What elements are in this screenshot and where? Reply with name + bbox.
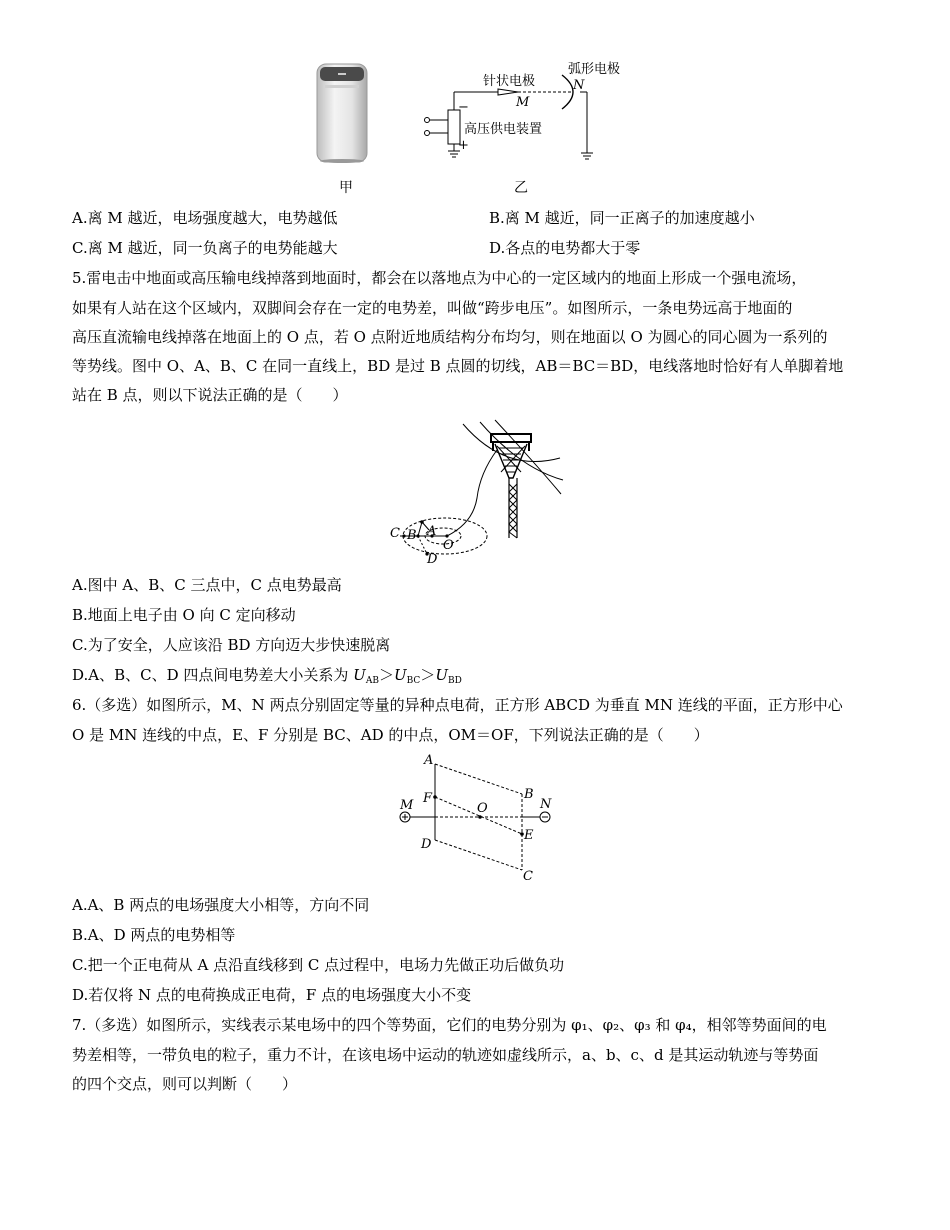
- q5-option-d: [72, 665, 462, 691]
- point-b-label: B: [407, 528, 417, 543]
- point-c-label: C: [390, 526, 400, 541]
- minus-sign: −: [458, 100, 469, 115]
- q5-option-a: A.图中 A、B、C 三点中，C 点电势最高: [72, 576, 342, 594]
- point-o-label: O: [443, 538, 454, 553]
- u-symbol: U: [393, 666, 407, 684]
- point-n-label: N: [573, 78, 585, 93]
- q4-option-c: C.离 M 越近，同一负离子的电势能越大: [72, 239, 338, 257]
- q7-line-1: 7.（多选）如图所示，实线表示某电场中的四个等势面，它们的电势分别为 φ₁、φ₂、φ₃ 和 φ₄，相邻等势面间的电: [72, 1016, 827, 1034]
- u-symbol: U: [435, 666, 448, 684]
- q5-option-c: C.为了安全，人应该沿 BD 方向迈大步快速脱离: [72, 636, 391, 654]
- q6-option-b: B.A、D 两点的电势相等: [72, 926, 236, 944]
- gt-sign: ＞: [378, 666, 394, 684]
- q6-option-a: A.A、B 两点的电场强度大小相等，方向不同: [72, 896, 370, 914]
- q4-option-b: B.离 M 越近，同一正离子的加速度越小: [489, 209, 755, 227]
- fallen-wire: [447, 450, 497, 536]
- q5-line-3: 高压直流输电线掉落在地面上的 O 点，若 O 点附近地质结构分布均匀，则在地面以 O 为圆心的同心圆为一系列的: [72, 328, 828, 346]
- figure-label-yi: 乙: [514, 180, 528, 196]
- q5-line-5: 站在 B 点，则以下说法正确的是（ ）: [72, 386, 348, 404]
- q5-line-1: 5.雷电击中地面或高压输电线掉落到地面时，都会在以落地点为中心的一定区域内的地面上形成一个强电流场，: [72, 269, 807, 287]
- needle-electrode-label: 针状电极: [483, 74, 536, 89]
- q5-option-d-prefix: D.A、B、C、D 四点间电势差大小关系为: [72, 666, 354, 684]
- point-d-label: D: [427, 552, 438, 567]
- q7-line-3: 的四个交点，则可以判断（ ）: [72, 1075, 298, 1093]
- q6-line-1: 6.（多选）如图所示，M、N 两点分别固定等量的异种点电荷，正方形 ABCD 为垂直 MN 连线的平面，正方形中心: [72, 696, 843, 714]
- gt-sign: ＞: [420, 666, 436, 684]
- point-a-label: A: [427, 524, 437, 539]
- overhead-wire-3: [495, 420, 561, 494]
- sub-bc: BC: [406, 676, 421, 686]
- point-m-charge-label: M: [400, 798, 414, 813]
- sq-point-c-label: C: [523, 869, 533, 884]
- point-m-label: M: [516, 95, 530, 110]
- q7-line-2: 势差相等，一带负电的粒子，重力不计，在该电场中运动的轨迹如虚线所示，a、b、c、d 是其运动轨迹与等势面: [72, 1046, 819, 1064]
- square-charges-svg: [390, 752, 565, 887]
- air-purifier-image: [317, 64, 367, 163]
- q6-option-c: C.把一个正电荷从 A 点沿直线移到 C 点过程中，电场力先做正功后做负功: [72, 956, 565, 974]
- sq-point-a-label: A: [424, 753, 434, 768]
- sq-point-f-label: F: [423, 791, 433, 806]
- q5-line-4: 等势线。图中 O、A、B、C 在同一直线上，BD 是过 B 点圆的切线，AB＝BC＝BD，电线落地时恰好有人单脚着地: [72, 357, 844, 375]
- q5-option-b: B.地面上电子由 O 向 C 定向移动: [72, 606, 296, 624]
- power-line-svg: [385, 418, 570, 568]
- arc-electrode-label: 弧形电极: [568, 62, 621, 77]
- sub-bd: BD: [447, 676, 462, 686]
- sq-point-e-label: E: [524, 828, 534, 843]
- sub-ab: AB: [365, 676, 379, 686]
- figure-square-charges: [390, 752, 565, 887]
- q4-option-a: A.离 M 越近，电场强度越大，电势越低: [72, 209, 338, 227]
- sq-point-d-label: D: [421, 837, 432, 852]
- sq-point-b-label: B: [524, 787, 534, 802]
- q4-option-d: D.各点的电势都大于零: [489, 239, 641, 257]
- figure-power-line: [385, 418, 570, 568]
- q6-option-d: D.若仅将 N 点的电荷换成正电荷，F 点的电场强度大小不变: [72, 986, 472, 1004]
- power-supply-label: 高压供电装置: [464, 122, 543, 137]
- point-n-charge-label: N: [540, 797, 552, 812]
- q6-line-2: O 是 MN 连线的中点，E、F 分别是 BC、AD 的中点，OM＝OF，下列说法正确的是（ ）: [72, 726, 709, 744]
- u-symbol: U: [353, 666, 366, 684]
- plus-sign: +: [458, 138, 469, 153]
- point-o-center-label: O: [477, 801, 488, 816]
- q5-line-2: 如果有人站在这个区域内，双脚间会存在一定的电势差，叫做“跨步电压”。如图所示，一条电势远高于地面的: [72, 299, 793, 317]
- figure-label-jia: 甲: [339, 180, 353, 196]
